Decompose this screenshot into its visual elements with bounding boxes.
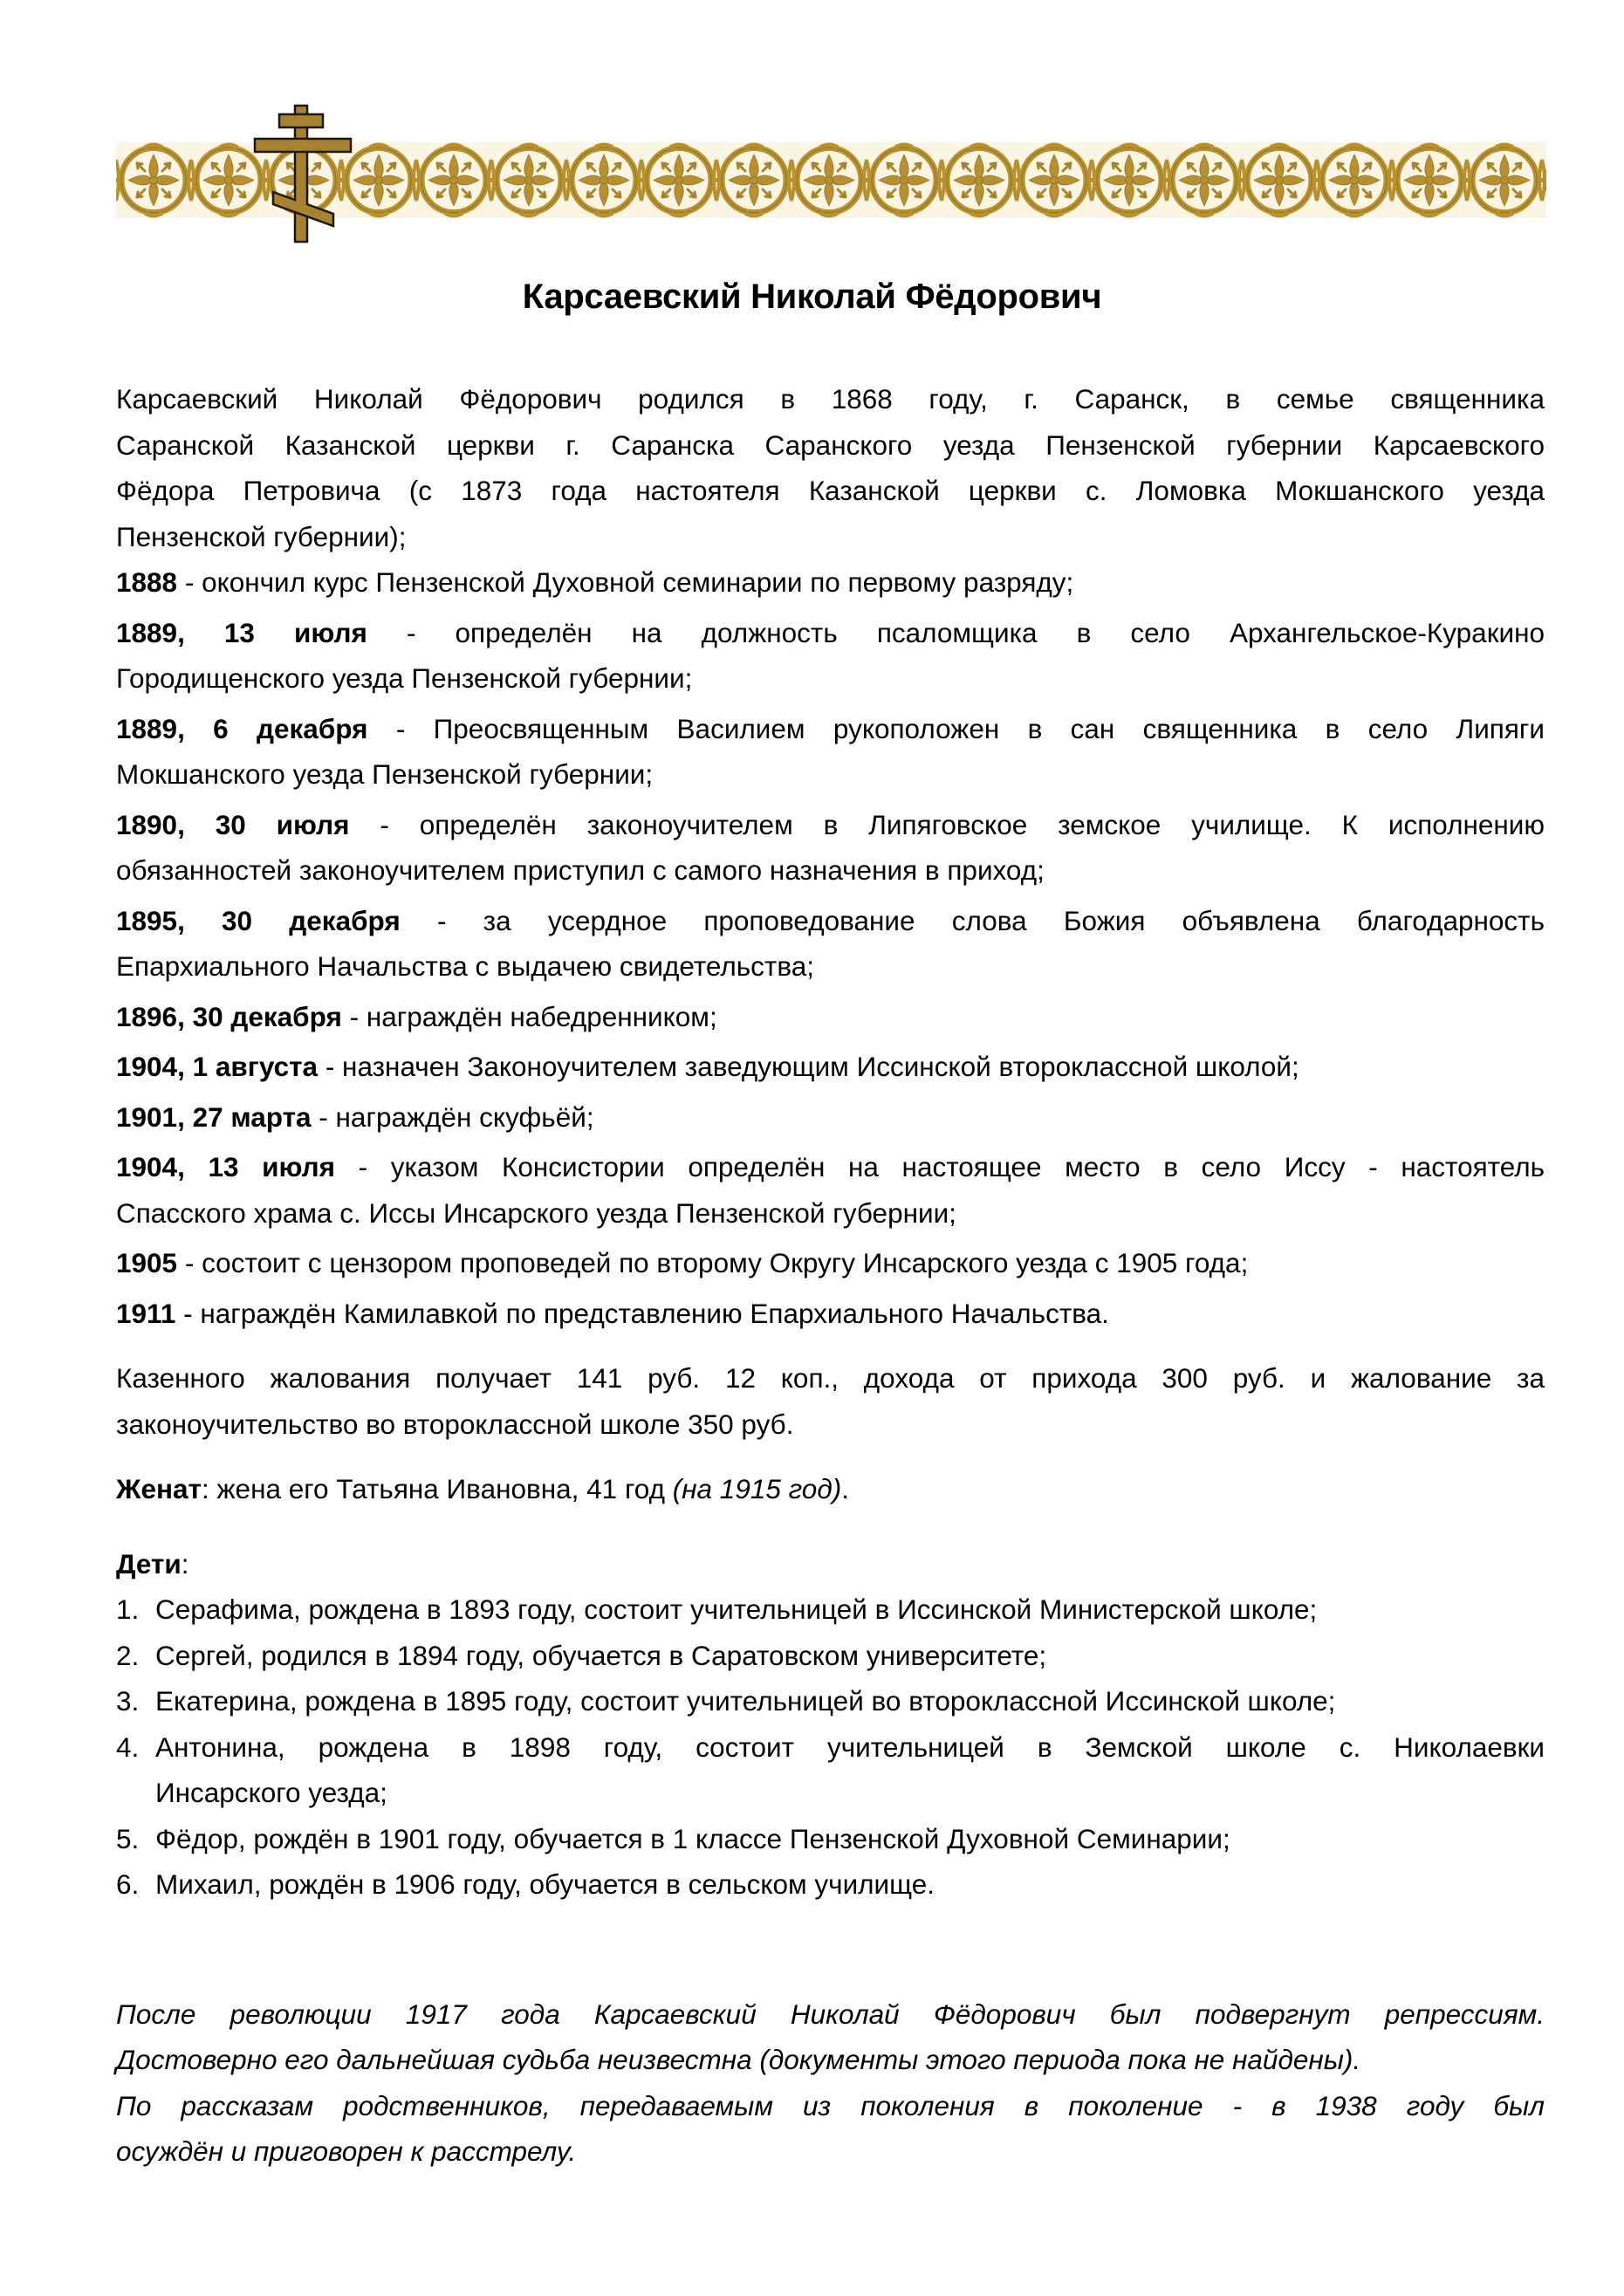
- timeline-entry: [116, 706, 1545, 798]
- text-line: После революции 1917 года Карсаевский Николай Фёдорович был подвергнут репрессиям.: [116, 1998, 1545, 2030]
- text-line: Карсаевский Николай Фёдорович родился в 1868 году, г. Саранск, в семье священника: [116, 383, 1545, 415]
- timeline-entry: [116, 1240, 1545, 1286]
- list-number: 5.: [116, 1822, 140, 1854]
- entry-text: - награждён скуфьёй;: [311, 1100, 594, 1133]
- entry-date: 1901, 27 марта: [116, 1100, 312, 1133]
- timeline-entry: [116, 1094, 1545, 1141]
- epilogue: [116, 1991, 1545, 2175]
- text-line: Пензенской губернии);: [116, 520, 407, 552]
- entry-date: 1888: [116, 566, 178, 598]
- timeline-entry: [116, 994, 1545, 1040]
- text-line: законоучительство во второклассной школе 350 руб.: [116, 1408, 794, 1440]
- list-text: Сергей, родился в 1894 году, обучается в Саратовском университете;: [155, 1639, 1047, 1671]
- page-title: Карсаевский Николай Фёдорович: [522, 278, 1102, 316]
- list-number: 3.: [116, 1685, 140, 1717]
- text-line: Фёдора Петровича (с 1873 года настоятеля Казанской церкви с. Ломовка Мокшанского уезда: [116, 475, 1545, 506]
- text-line: Достоверно его дальнейшая судьба неизвестна (документы этого периода пока не найдены).: [116, 2044, 1361, 2075]
- entry-date: 1904, 1 августа: [116, 1051, 319, 1082]
- timeline: [116, 559, 1545, 1336]
- orthodox-cross-icon: [251, 103, 356, 244]
- list-item: [116, 1861, 1545, 1908]
- entry-text: - назначен Законоучителем заведующим Иссинской второклассной школой;: [318, 1051, 1299, 1082]
- biography-intro: [116, 376, 1545, 2175]
- entry-text: - награждён Камилавкой по представлению Епархиального Начальства.: [175, 1297, 1109, 1329]
- list-text: Антонина, рождена в 1898 году, состоит учительницей в Земской школе с. Николаевки: [155, 1731, 1545, 1763]
- entry-date: 1905: [116, 1247, 178, 1278]
- entry-text: - окончил курс Пензенской Духовной семинарии по первому разряду;: [177, 566, 1074, 598]
- entry-date: 1890, 30 июля: [116, 808, 350, 840]
- list-number: 6.: [116, 1868, 140, 1900]
- list-text: Фёдор, рождён в 1901 году, обучается в 1 классе Пензенской Духовной Семинарии;: [155, 1822, 1230, 1854]
- list-item: [116, 1633, 1545, 1679]
- timeline-entry: [116, 559, 1545, 606]
- entry-date: 1896, 30 декабря: [116, 1000, 342, 1032]
- list-text: Инсарского уезда;: [155, 1777, 387, 1808]
- entry-text: Городищенского уезда Пензенской губернии;: [116, 662, 693, 694]
- text-line: По рассказам родственников, передаваемым из поколения в поколение - в 1938 году был: [116, 2089, 1545, 2121]
- timeline-entry: [116, 802, 1545, 894]
- children-label: Дети: [116, 1547, 182, 1580]
- entry-date: 1889, 13 июля: [116, 616, 367, 648]
- entry-date: 1889, 6 декабря: [116, 712, 368, 744]
- entry-text: Епархиального Начальства с выдачею свидетельства;: [116, 950, 815, 982]
- entry-text: - состоит с цензором проповедей по второму Округу Инсарского уезда с 1905 года;: [177, 1247, 1249, 1278]
- spouse-info: Женат: жена его Татьяна Ивановна, 41 год (на 1915 год).: [116, 1473, 849, 1504]
- list-text: Екатерина, рождена в 1895 году, состоит учительницей во второклассной Иссинской школе;: [155, 1685, 1336, 1717]
- list-item: [116, 1816, 1545, 1862]
- entry-text: - указом Консистории определён на настоящее место в село Иссу - настоятель: [335, 1151, 1545, 1182]
- entry-date: 1895, 30 декабря: [116, 904, 401, 936]
- timeline-entry: [116, 610, 1545, 702]
- list-number: 1.: [116, 1593, 140, 1625]
- text-line: Саранской Казанской церкви г. Саранска Саранского уезда Пензенской губернии Карсаевского: [116, 428, 1545, 461]
- list-text: Михаил, рождён в 1906 году, обучается в сельском училище.: [155, 1868, 935, 1900]
- children-section: Дети: 1. Серафима, рождена в 1893 году, состоит учительницей в Иссинской Министерской школе; 2. Сергей, родился в 1894 году, обучается в Саратовском университете; 3. Екатерина, рождена в 1895 году, состоит учительницей во второклассной Иссинской школе; 4. Антонина, рождена в 1898 году, состоит учительницей в Земской школе с. Николаевки Инсарского уезда; 5. Фёдор, рождён в 1901 году, обучается в 1 классе Пензенской Духовной Семинарии; 6. Михаил, рождён в 1906 году, обучается в сельском училище.: [116, 1541, 1545, 1908]
- timeline-entry: [116, 1044, 1545, 1090]
- list-number: 2.: [116, 1639, 140, 1671]
- timeline-entry: [116, 1291, 1545, 1337]
- entry-date: 1911: [116, 1297, 176, 1329]
- entry-text: - за усердное проповедование слова Божия объявлена благодарность: [400, 904, 1545, 936]
- entry-text: Мокшанского уезда Пензенской губернии;: [116, 758, 654, 790]
- spouse-label: Женат: [116, 1473, 202, 1504]
- entry-text: - награждён набедренником;: [341, 1000, 717, 1032]
- entry-text: - определён на должность псаломщика в село Архангельское-Куракино: [367, 616, 1545, 648]
- text-line: осуждён и приговорен к расстрелу.: [116, 2135, 577, 2167]
- list-item: [116, 1587, 1545, 1633]
- salary-paragraph: [116, 1355, 1545, 1447]
- text-line: Казенного жалования получает 141 руб. 12 коп., дохода от прихода 300 руб. и жалование за: [116, 1362, 1545, 1394]
- list-item: [116, 1678, 1545, 1724]
- timeline-entry: [116, 1144, 1545, 1236]
- entry-text: - определён законоучителем в Липяговское земское училище. К исполнению: [349, 808, 1545, 840]
- spouse-text: жена его Татьяна Ивановна, 41 год: [209, 1473, 673, 1504]
- entry-text: обязанностей законоучителем приступил с самого назначения в приход;: [116, 854, 1045, 886]
- entry-date: 1904, 13 июля: [116, 1151, 335, 1182]
- list-item: [116, 1724, 1545, 1816]
- entry-text: Спасского храма с. Иссы Инсарского уезда Пензенской губернии;: [116, 1196, 956, 1229]
- list-number: 4.: [116, 1731, 140, 1763]
- timeline-entry: [116, 898, 1545, 990]
- entry-text: - Преосвященным Василием рукоположен в сан священника в село Липяги: [367, 712, 1545, 744]
- spouse-note: (на 1915 год): [672, 1473, 842, 1504]
- list-text: Серафима, рождена в 1893 году, состоит учительницей в Иссинской Министерской школе;: [155, 1593, 1318, 1625]
